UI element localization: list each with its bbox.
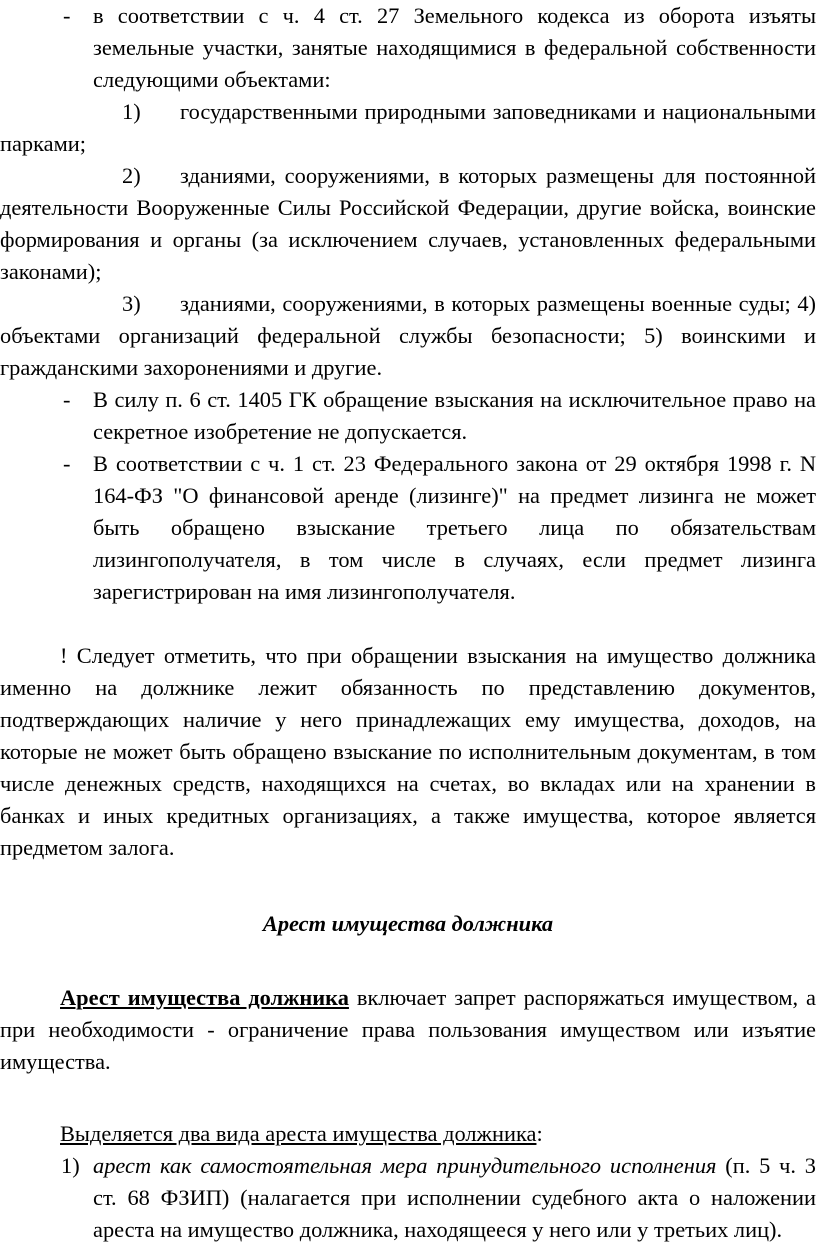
types-item-1 bbox=[0, 1150, 816, 1246]
types-intro-text: Выделяется два вида ареста имущества должника bbox=[60, 1121, 537, 1146]
bullet-text: в соответствии с ч. 4 ст. 27 Земельного кодекса из оборота изъяты земельные участки, занятые находящимися в федеральной собственности следующими объектами: bbox=[93, 3, 816, 92]
bullet-item-leasing bbox=[0, 448, 816, 608]
note-text: Следует отметить, что при обращении взыскания на имущество должника именно на должнике лежит обязанность по представлению документов, подтверждающих наличие у него принадлежащих ему имущества, доходов, на которые не может быть обращено взыскание по исполнительным документам, в том числе денежных средств, находящихся на счетах, во вкладах или на хранении в банках и иных кредитных организациях, а также имущества, которое является предметом залога. bbox=[0, 643, 816, 860]
numbered-item-3 bbox=[0, 288, 816, 384]
spacer bbox=[0, 608, 816, 640]
item-number: 3) bbox=[122, 291, 141, 316]
bullet-text: В соответствии с ч. 1 ст. 23 Федерального закона от 29 октября 1998 г. N 164-ФЗ "О финансовой аренде (лизинге)" на предмет лизинга не может быть обращено взыскание третьего лица по обязательствам лизингополучателя, в том числе в случаях, если предмет лизинга зарегистрирован на имя лизингополучателя. bbox=[93, 451, 816, 604]
spacer bbox=[0, 896, 816, 908]
bullet-marker: - bbox=[63, 3, 71, 28]
item-number: 1) bbox=[61, 1153, 80, 1178]
item-number: 2) bbox=[122, 163, 141, 188]
bullet-text: В силу п. 6 ст. 1405 ГК обращение взыскания на исключительное право на секретное изобретение не допускается. bbox=[93, 387, 816, 444]
types-intro bbox=[0, 1118, 816, 1150]
item-italic-text: арест как самостоятельная мера принудительного исполнения bbox=[93, 1153, 717, 1178]
note-paragraph bbox=[0, 640, 816, 864]
definition-paragraph bbox=[0, 982, 816, 1078]
spacer bbox=[0, 940, 816, 972]
bullet-item-secret-invention bbox=[0, 384, 816, 448]
spacer bbox=[0, 972, 816, 982]
section-heading: Арест имущества должника bbox=[262, 911, 554, 936]
numbered-item-1 bbox=[0, 96, 816, 160]
spacer bbox=[0, 1078, 816, 1110]
types-intro-colon: : bbox=[536, 1121, 543, 1146]
note-mark: ! bbox=[60, 643, 68, 668]
item-text: государственными природными заповедниками и национальными парками; bbox=[0, 99, 816, 156]
bullet-marker: - bbox=[63, 387, 71, 412]
bullet-marker: - bbox=[63, 451, 71, 476]
definition-text: включает запрет распоряжаться имуществом, а при необходимости - ограничение права пользования имуществом или изъятие имущества. bbox=[0, 985, 816, 1074]
spacer bbox=[0, 1110, 816, 1118]
item-number: 1) bbox=[122, 99, 141, 124]
item-text: зданиями, сооружениями, в которых размещены военные суды; 4) объектами организаций федеральной службы безопасности; 5) воинскими и гражданскими захоронениями и другие. bbox=[0, 291, 816, 380]
numbered-item-2 bbox=[0, 160, 816, 288]
bullet-item-land bbox=[0, 0, 816, 96]
item-text: (п. 5 ч. 3 ст. 68 ФЗИП) (налагается при исполнении судебного акта о наложении ареста на имущество должника, находящееся у него или у третьих лиц). bbox=[93, 1153, 816, 1242]
definition-term: Арест имущества должника bbox=[60, 985, 349, 1010]
item-text: зданиями, сооружениями, в которых размещены для постоянной деятельности Вооруженные Силы Российской Федерации, другие войска, воинские формирования и органы (за исключением случаев, установленных федеральными законами); bbox=[0, 163, 816, 284]
spacer bbox=[0, 864, 816, 896]
